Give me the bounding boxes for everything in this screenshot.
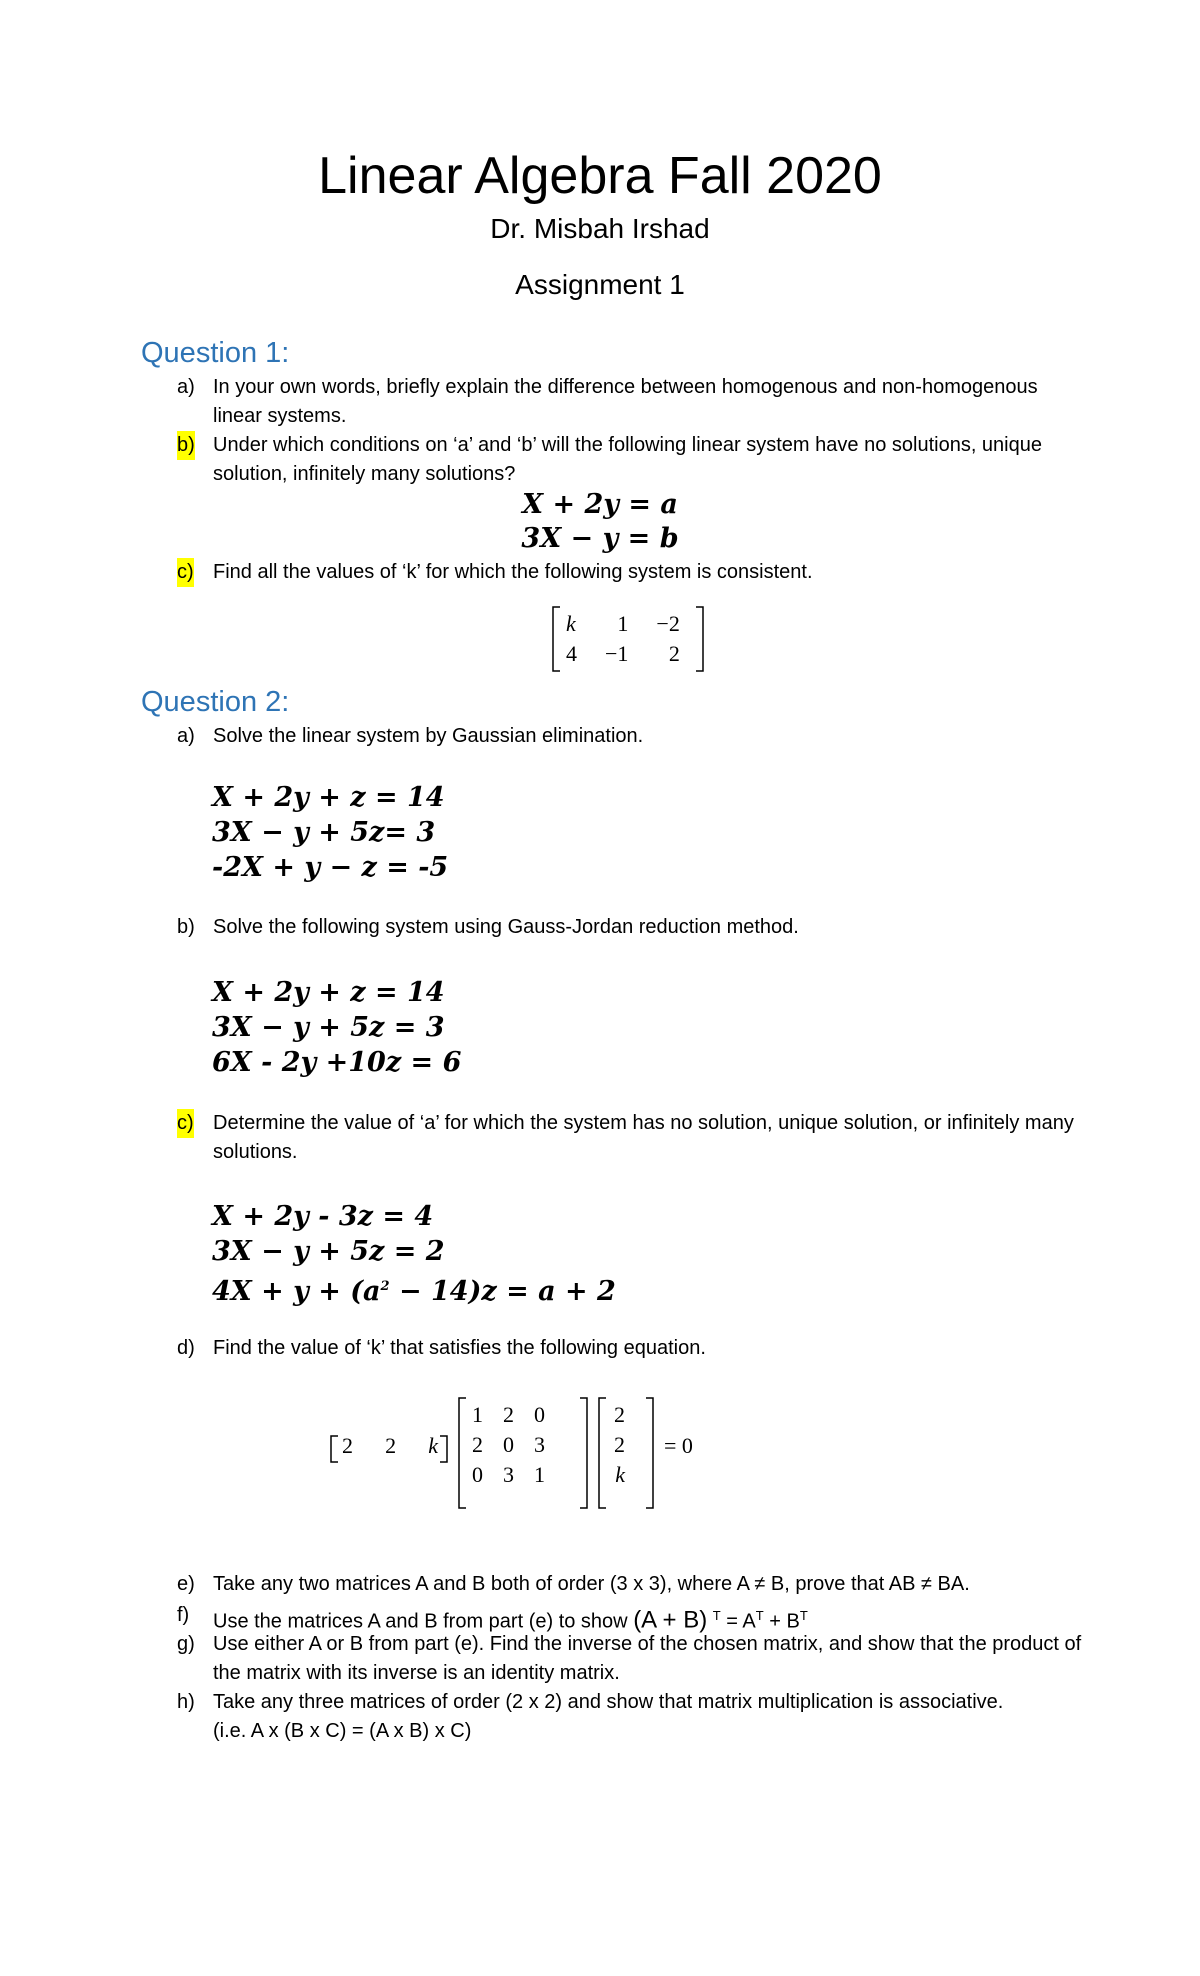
equation-exponent: 2 [380,1279,390,1294]
q2-b-equation-3: 6X - 2y +10z = 6 [212,1047,462,1078]
matrix-cell: 1 [472,1402,483,1427]
q2-b-equation-2: 3X − y + 5z = 3 [212,1012,445,1043]
part-label: b) [177,916,195,938]
q2-a-equation-1: X + 2y + z = 14 [212,782,445,813]
q1-b-equation-2: 3X − y = b [521,523,679,554]
part-text [213,1688,1083,1746]
part-label: d) [177,1337,195,1359]
row-vector-cell: k [428,1433,438,1458]
part-label: g) [177,1633,195,1655]
part-text: Under which conditions on ‘a’ and ‘b’ will the following linear system have no solutions, unique solution, infinitely many solutions? [213,434,1042,485]
matrix-cell: k [566,611,576,636]
q2-a-equation-3: -2X + y − z = -5 [212,852,449,883]
part-text: Find the value of ‘k’ that satisfies the following equation. [213,1337,706,1359]
matrix-cell: 4 [566,641,577,666]
q2-b-equation-1: X + 2y + z = 14 [212,977,445,1008]
matrix-cell: 1 [534,1462,545,1487]
author-name: Dr. Misbah Irshad [490,213,710,244]
text-line: Take any three matrices of order (2 x 2) and show that matrix multiplication is associative. [213,1691,1004,1713]
part-text: Use either A or B from part (e). Find the inverse of the chosen matrix, and show that the product of the matrix with its inverse is an identity matrix. [213,1633,1082,1684]
matrix-cell: 3 [534,1432,545,1457]
equals-zero: = 0 [664,1433,693,1458]
column-vector-cell: k [615,1462,625,1487]
row-vector-cell: 2 [342,1433,353,1458]
part-label: f) [177,1604,190,1626]
transpose-mark: T [712,1608,721,1623]
transpose-mark: T [799,1608,808,1623]
matrix-cell: 0 [472,1462,483,1487]
part-label-highlighted: b) [177,431,195,460]
text-run: Use the matrices A and B from part (e) to show [213,1610,634,1633]
part-label: e) [177,1573,195,1595]
text-line: (i.e. A x (B x C) = (A x B) x C) [213,1720,472,1742]
column-vector-cell: 2 [614,1402,625,1427]
matrix-cell: 2 [668,641,680,666]
column-vector-cell: 2 [614,1432,625,1457]
part-text: Solve the linear system by Gaussian elimination. [213,725,644,747]
matrix-cell: 2 [472,1432,483,1457]
part-label: a) [177,725,195,747]
q2-c-equation-2: 3X − y + 5z = 2 [212,1236,445,1267]
part-text: Determine the value of ‘a’ for which the system has no solution, unique solution, or infinitely many solutions. [213,1112,1074,1163]
q2-c-equation-3 [212,1269,616,1309]
question-1-heading: Question 1: [141,337,290,369]
q2-a-equation-2: 3X − y + 5z= 3 [212,817,436,848]
q2-d-matrix-equation [328,1396,748,1516]
formula-equals: = A [720,1610,756,1633]
part-text: Solve the following system using Gauss-Jordan reduction method. [213,916,799,938]
matrix-cell: 0 [503,1432,514,1457]
column-vector [608,1400,631,1490]
document-title: Linear Algebra Fall 2020 [318,147,882,205]
matrix-3x3 [462,1400,555,1490]
part-label-highlighted: c) [177,558,194,587]
equation-part: − 14)z = a + 2 [389,1276,616,1307]
matrix-cell: 0 [534,1402,545,1427]
matrix-cell: −2 [656,611,680,636]
part-label: h) [177,1691,195,1713]
matrix-table [556,609,690,669]
matrix-cell: 2 [503,1402,514,1427]
matrix-cell: 3 [503,1462,514,1487]
part-text: Find all the values of ‘k’ for which the following system is consistent. [213,561,813,583]
matrix-cell: 1 [617,611,629,636]
part-label: a) [177,376,195,398]
q1-b-equation-1: X + 2y = a [522,489,678,520]
part-text: In your own words, briefly explain the difference between homogenous and non-homogenous linear systems. [213,376,1038,427]
row-vector-cell: 2 [385,1433,397,1458]
transpose-mark: T [755,1608,764,1623]
assignment-label: Assignment 1 [515,269,685,300]
part-text: Take any two matrices A and B both of order (3 x 3), where A ≠ B, prove that AB ≠ BA. [213,1573,970,1595]
question-2-heading: Question 2: [141,686,290,718]
part-label-highlighted: c) [177,1109,194,1138]
equation-part: 4X + y + (a [212,1276,381,1307]
formula-plus: + B [763,1610,800,1633]
row-vector [342,1433,438,1459]
q2-c-equation-1: X + 2y - 3z = 4 [212,1201,434,1232]
matrix-cell: −1 [605,641,629,666]
formula-lhs: (A + B) [633,1606,708,1634]
